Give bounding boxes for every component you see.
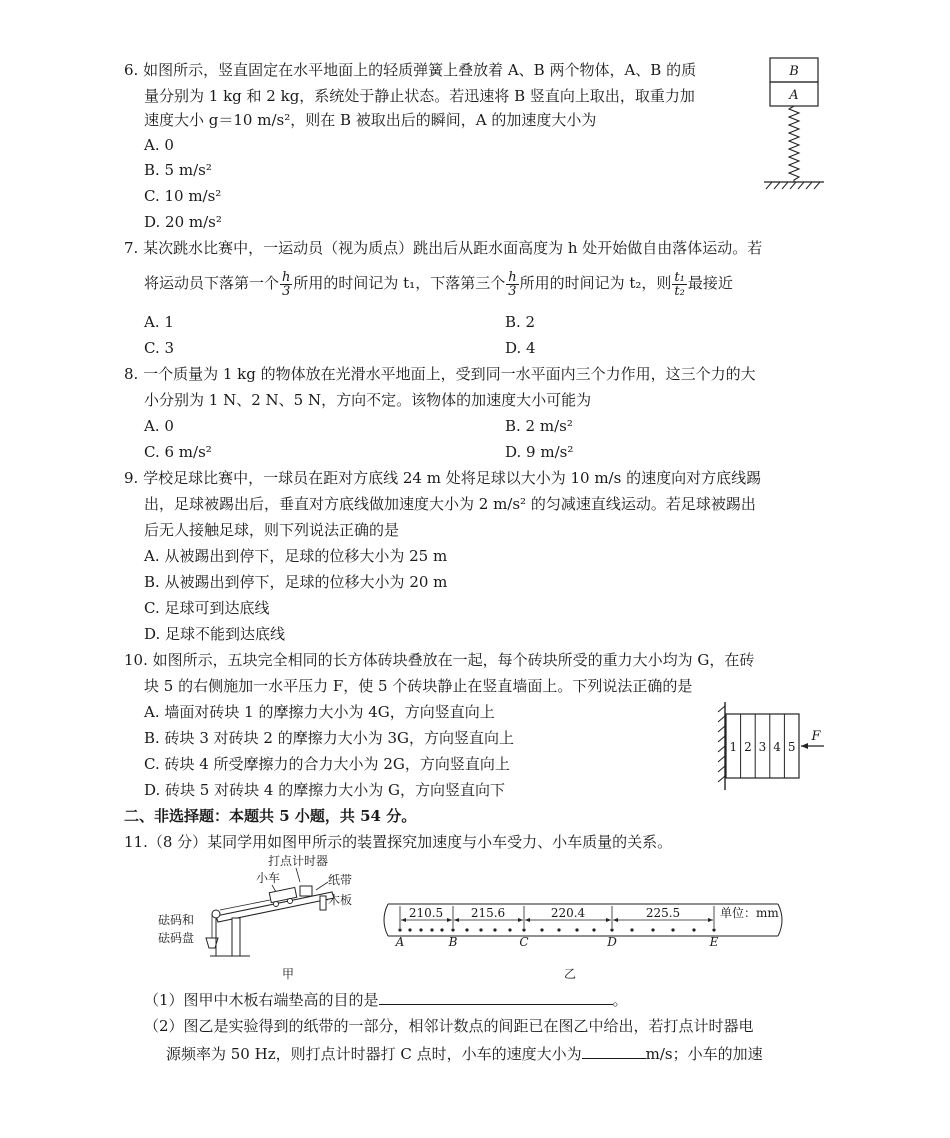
q6-line-2: 量分别为 1 kg 和 2 kg，系统处于静止状态。若迅速将 B 竖直向上取出，取重力加 [144,87,695,105]
q8-option-c: C. 6 m/s² [144,443,212,461]
force-label: F [811,729,821,744]
brick-label-5: 5 [787,740,796,754]
q11-part-1-end: 。 [612,991,628,1009]
spring [789,106,799,182]
q11-part-1 [144,988,628,1010]
q10-line-1: 10. 如图所示，五块完全相同的长方体砖块叠放在一起，每个砖块所受的重力大小均为 G，在砖 [124,651,755,669]
q10-option-b: B. 砖块 3 对砖块 2 的摩擦力大小为 3G，方向竖直向上 [144,729,515,747]
fraction-t1-over-t2 [672,271,686,298]
section-2-title: 二、非选择题：本题共 5 小题，共 54 分。 [124,807,417,825]
q8-option-b: B. 2 m/s² [505,417,573,435]
point-c: C [519,935,529,949]
brick-label-1: 1 [729,740,738,754]
fraction-t-num: t₁ [674,269,685,285]
brick-label-3: 3 [758,740,767,754]
fraction-h-num-b: h [508,269,517,285]
answer-blank-2[interactable] [582,1042,646,1059]
q11-part-1-text: （1）图甲中木板右端垫高的目的是 [144,991,379,1009]
q7-line-2-part-3: 所用的时间记为 t₂，则 [519,274,672,292]
apparatus-figure-jia [150,852,380,982]
q10-line-2: 块 5 的右侧施加一水平压力 F，使 5 个砖块静止在竖直墙面上。下列说法正确的是 [144,677,693,695]
weights-label-1: 砝码和 [158,913,195,927]
fraction-h-over-3-b [506,271,518,298]
board-label: 木板 [328,893,353,907]
point-a: A [395,935,405,949]
q9-option-d: D. 足球不能到达底线 [144,625,286,643]
tape-figure-yi [380,898,790,982]
unit-label: 单位：mm [720,906,779,920]
q8-option-d: D. 9 m/s² [505,443,574,461]
distance-cd: 220.4 [550,906,586,920]
q9-option-a: A. 从被踢出到停下，足球的位移大小为 25 m [144,547,448,565]
q9-line-3: 后无人接触足球，则下列说法正确的是 [144,521,400,539]
q7-option-c: C. 3 [144,339,175,357]
fraction-h-den-b: 3 [508,283,517,299]
tape-label: 纸带 [328,873,353,887]
q8-line-1: 8. 一个质量为 1 kg 的物体放在光滑水平地面上，受到同一水平面内三个力作用，这三个力的大 [124,365,756,383]
q7-line-2-part-2: 所用的时间记为 t₁，下落第三个 [293,274,506,292]
q9-line-1: 9. 学校足球比赛中，一球员在距对方底线 24 m 处将足球以大小为 10 m/s 的速度向对方底线踢 [124,469,762,487]
fraction-t-den: t₂ [674,283,685,299]
caption-yi: 乙 [563,967,577,981]
q7-line-2-part-1: 将运动员下落第一个 [144,274,280,292]
q8-option-a: A. 0 [144,417,174,435]
q7-option-b: B. 2 [505,313,536,331]
tape-dots [398,928,715,931]
cart-label: 小车 [256,871,281,885]
q7-option-a: A. 1 [144,313,174,331]
distance-ab: 210.5 [408,906,444,920]
q6-option-b: B. 5 m/s² [144,161,212,179]
q9-line-2: 出，足球被踢出后，垂直对方底线做加速度大小为 2 m/s² 的匀减速直线运动。若足球被踢出 [144,495,756,513]
distance-bc: 215.6 [470,906,506,920]
q10-option-c: C. 砖块 4 所受摩擦力的合力大小为 2G，方向竖直向上 [144,755,510,773]
fraction-h-num: h [282,269,291,285]
timer-label: 打点计时器 [268,854,329,868]
q11-part-2-line-2 [166,1042,763,1064]
q11-part-2-text-b: m/s；小车的加速 [645,1045,763,1063]
brick-label-4: 4 [773,740,781,754]
point-e: E [709,935,719,949]
brick-label-2: 2 [744,740,752,754]
point-b: B [448,935,458,949]
fraction-h-den: 3 [282,283,291,299]
q10-option-d: D. 砖块 5 对砖块 4 的摩擦力大小为 G，方向竖直向下 [144,781,505,799]
q7-line-2 [144,268,733,298]
answer-blank-1[interactable] [379,988,613,1005]
q6-option-c: C. 10 m/s² [144,187,222,205]
q9-option-b: B. 从被踢出到停下，足球的位移大小为 20 m [144,573,448,591]
bricks-figure [712,700,830,792]
weights-label-2: 砝码盘 [158,931,195,945]
fraction-h-over-3 [280,271,292,298]
q11-part-2-line-1: （2）图乙是实验得到的纸带的一部分，相邻计数点的间距已在图乙中给出，若打点计时器电 [144,1017,754,1035]
q7-option-d: D. 4 [505,339,536,357]
block-b-label: B [789,64,799,79]
q6-line-3: 速度大小 g＝10 m/s²，则在 B 被取出后的瞬间，A 的加速度大小为 [144,111,597,129]
q7-line-2-part-4: 最接近 [687,274,733,292]
q6-line-1: 6. 如图所示，竖直固定在水平地面上的轻质弹簧上叠放着 A、B 两个物体，A、B 的质 [124,61,697,79]
q9-option-c: C. 足球可到达底线 [144,599,270,617]
point-d: D [607,935,617,949]
q11-line-1: 11.（8 分）某同学用如图甲所示的装置探究加速度与小车受力、小车质量的关系。 [124,833,673,851]
q10-option-a: A. 墙面对砖块 1 的摩擦力大小为 4G，方向竖直向上 [144,703,495,721]
caption-jia: 甲 [281,967,295,981]
spring-figure [760,56,830,191]
q8-line-2: 小分别为 1 N、2 N、5 N，方向不定。该物体的加速度大小可能为 [144,391,592,409]
block-a-label: A [789,88,799,103]
distance-de: 225.5 [645,906,681,920]
q7-line-1: 7. 某次跳水比赛中，一运动员（视为质点）跳出后从距水面高度为 h 处开始做自由落体运动。若 [124,239,763,257]
q6-option-a: A. 0 [144,136,174,154]
q6-option-d: D. 20 m/s² [144,213,222,231]
q11-part-2-text-a: 源频率为 50 Hz，则打点计时器打 C 点时，小车的速度大小为 [166,1045,582,1063]
